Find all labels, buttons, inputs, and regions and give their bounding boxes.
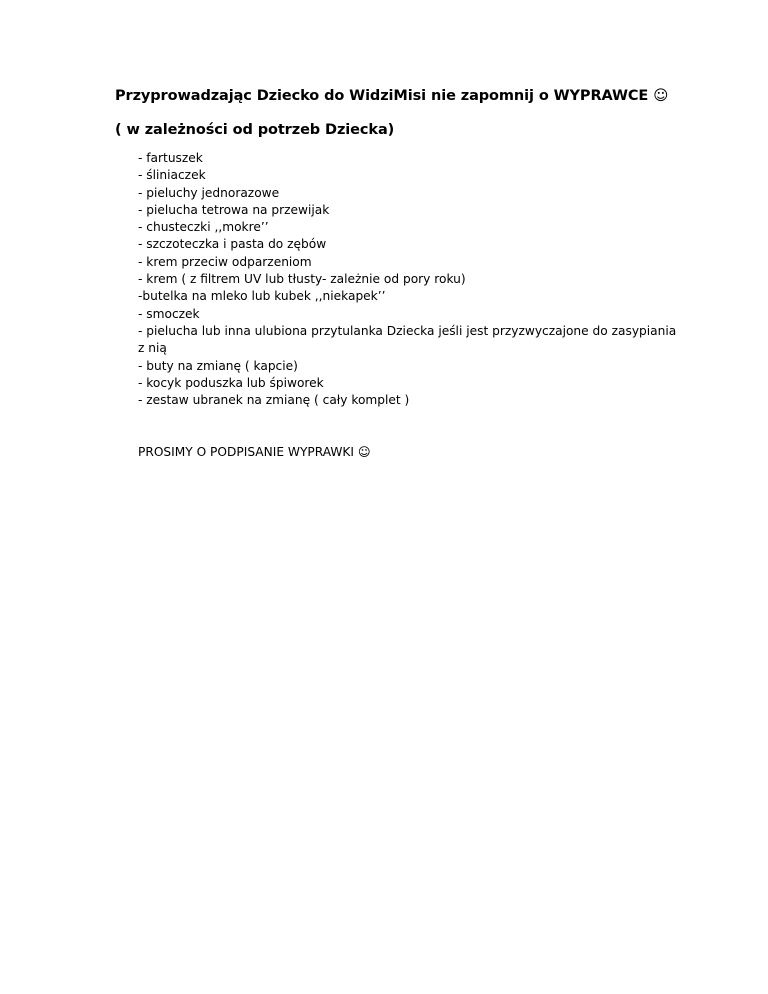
list-item: - śliniaczek (138, 168, 206, 183)
list-item: - krem przeciw odparzeniom (138, 254, 312, 269)
list-item: - buty na zmianę ( kapcie) (138, 358, 298, 373)
list-item: - kocyk poduszka lub śpiworek (138, 375, 324, 390)
list-item: - fartuszek (138, 151, 203, 165)
footer-note (138, 444, 371, 461)
list-item: - zestaw ubranek na zmianę ( cały komplet ) (138, 393, 410, 408)
list-item: - smoczek (138, 306, 200, 321)
list-item: -butelka na mleko lub kubek ,,niekapek’’ (138, 289, 386, 304)
list-item: - pielucha lub inna ulubiona przytulanka Dziecka jeśli jest przyzwyczajone do zasypiania z nią (138, 323, 677, 356)
smiley-icon: ☺ (653, 88, 669, 104)
list-item: - krem ( z filtrem UV lub tłusty- zależnie od pory roku) (138, 272, 466, 287)
checklist (138, 150, 683, 409)
list-item: - chusteczki ,,mokre’’ (138, 220, 269, 235)
document-title-text: Przyprowadzając Dziecko do WidziMisi nie zapomnij o WYPRAWCE (115, 88, 649, 104)
list-item: - pielucha tetrowa na przewijak (138, 202, 330, 217)
document-subtitle: ( w zależności od potrzeb Dziecka) (115, 122, 395, 138)
list-item: - szczoteczka i pasta do zębów (138, 237, 327, 252)
list-item: - pieluchy jednorazowe (138, 185, 280, 200)
smiley-icon: ☺ (357, 445, 371, 459)
document-title (115, 86, 668, 106)
footer-note-text: PROSIMY O PODPISANIE WYPRAWKI (138, 445, 355, 459)
